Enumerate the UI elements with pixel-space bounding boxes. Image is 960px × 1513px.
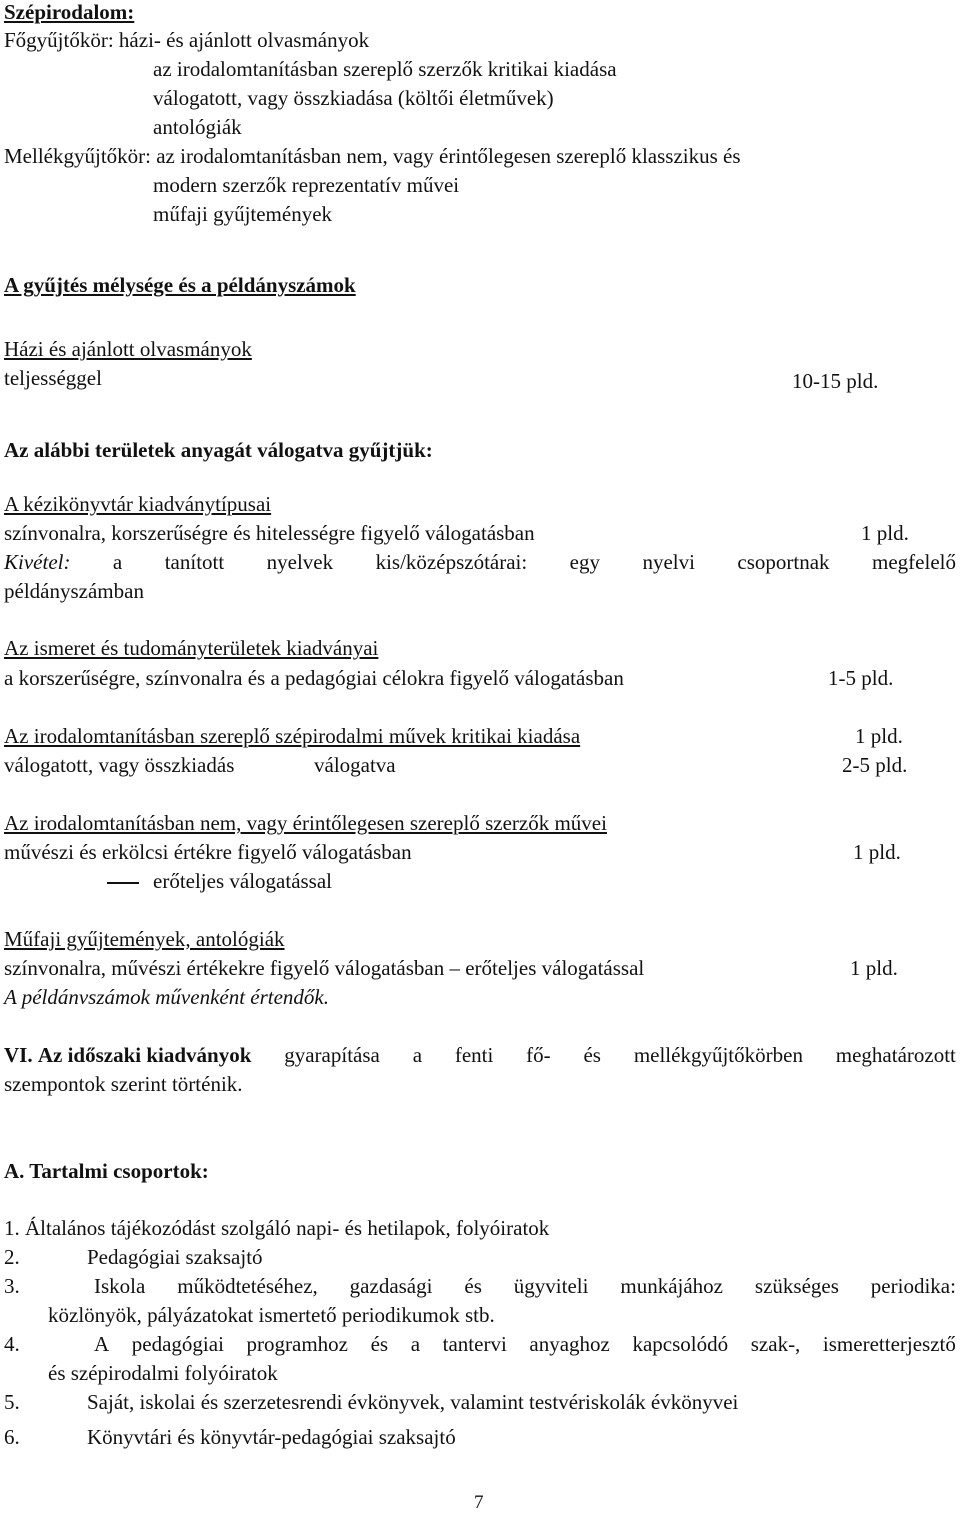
nem-title: Az irodalomtanításban nem, vagy érintőlegesen szereplő szerzők művei — [4, 811, 607, 835]
vi-word: és — [583, 1043, 601, 1067]
item4-word: a — [410, 1332, 421, 1356]
kezi-value: 1 pld. — [861, 521, 909, 545]
item3-word: működtetéséhez, — [177, 1274, 318, 1298]
tartalmi-item-3 — [94, 1274, 956, 1298]
vi-word: gyarapítása — [284, 1043, 380, 1067]
nem-sub: erőteljes válogatással — [153, 869, 333, 893]
ismeret-value: 1-5 pld. — [828, 666, 894, 690]
item4-word: ismeretterjesztő — [822, 1332, 956, 1356]
tartalmi-item-5: Saját, iskolai és szerzetesrendi évkönyvek, valamint testvériskolák évkönyvei — [87, 1390, 739, 1414]
item3-word: munkájához — [620, 1274, 723, 1298]
item4-word: és — [370, 1332, 389, 1356]
valogatott-mid: válogatva — [314, 753, 396, 777]
vi-word: mellékgyűjtőkörben — [633, 1043, 803, 1067]
kritikai-title: Az irodalomtanításban szereplő szépirodalmi művek kritikai kiadása — [4, 724, 581, 748]
vi-line2: szempontok szerint történik. — [4, 1072, 243, 1096]
tartalmi-item-2: Pedagógiai szaksajtó — [87, 1245, 263, 1269]
kivetel-line — [4, 550, 956, 574]
nem-label: művészi és erkölcsi értékre figyelő válogatásban — [4, 840, 412, 864]
dash-icon — [107, 882, 139, 884]
item4-word: anyaghoz — [529, 1332, 610, 1356]
vi-bold: Az időszaki kiadványok — [37, 1043, 252, 1067]
vi-lead — [4, 1043, 251, 1067]
tartalmi-item-3-num: 3. — [4, 1274, 20, 1298]
nem-value: 1 pld. — [853, 840, 901, 864]
item3-word: szükséges — [754, 1274, 839, 1298]
tartalmi-heading: A. Tartalmi csoportok: — [4, 1159, 209, 1183]
mufaji-label: színvonalra, művészi értékekre figyelő válogatásban – erőteljes válogatással — [4, 956, 645, 980]
kivetel-word: kis/középszótárai: — [375, 550, 528, 574]
kivetel-word: csoportnak — [737, 550, 830, 574]
mellekgyujtokor-line: Mellékgyűjtőkör: az irodalomtanításban nem, vagy érintőlegesen szereplő klasszikus és — [4, 144, 741, 168]
vi-word: meghatározott — [835, 1043, 956, 1067]
hazi-title: Házi és ajánlott olvasmányok — [4, 337, 252, 361]
ismeret-title: Az ismeret és tudományterületek kiadványai — [4, 636, 379, 660]
kivetel-word: nyelvi — [642, 550, 695, 574]
valogatott-label: válogatott, vagy összkiadás — [4, 753, 235, 777]
kivetel-word: tanított — [164, 550, 225, 574]
tartalmi-item-4 — [94, 1332, 956, 1356]
szepirodalom-heading: Szépirodalom: — [4, 0, 135, 24]
hazi-label: teljességgel — [4, 366, 102, 390]
item3-word: ügyviteli — [513, 1274, 589, 1298]
valogatva-heading: Az alábbi területek anyagát válogatva gyűjtjük: — [4, 438, 433, 462]
tartalmi-item-5-num: 5. — [4, 1390, 20, 1414]
nem-sub-line — [107, 869, 332, 893]
item4-word: programhoz — [246, 1332, 348, 1356]
tartalmi-item-2-num: 2. — [4, 1245, 20, 1269]
item3-word: gazdasági — [349, 1274, 433, 1298]
hazi-value: 10-15 pld. — [792, 369, 879, 393]
item4-word: A — [94, 1332, 110, 1356]
vi-word: fő- — [526, 1043, 551, 1067]
vi-word: a — [412, 1043, 423, 1067]
fogyujtokor-line: Főgyűjtőkör: házi- és ajánlott olvasmányok — [4, 28, 370, 52]
vi-word: fenti — [454, 1043, 494, 1067]
fo-item: az irodalomtanításban szereplő szerzők kritikai kiadása — [153, 57, 617, 81]
kivetel-word: nyelvek — [266, 550, 334, 574]
vi-line — [4, 1043, 956, 1067]
mufaji-title: Műfaji gyűjtemények, antológiák — [4, 927, 285, 951]
valogatott-value: 2-5 pld. — [842, 753, 908, 777]
peldany-note: A példánvszámok művenként értendők. — [4, 985, 330, 1009]
mellek-item: modern szerzők reprezentatív művei — [153, 173, 460, 197]
kivetel-word: Kivétel: — [4, 550, 71, 574]
item3-word: periodika: — [870, 1274, 956, 1298]
kivetel-word: megfelelő — [872, 550, 956, 574]
tartalmi-item-4-line2: és szépirodalmi folyóiratok — [48, 1361, 278, 1385]
item4-word: pedagógiai — [131, 1332, 224, 1356]
item4-word: tantervi — [442, 1332, 507, 1356]
kezi-label: színvonalra, korszerűségre és hitelességre figyelő válogatásban — [4, 521, 535, 545]
kezi-title: A kézikönyvtár kiadványtípusai — [4, 492, 272, 516]
fo-item: antológiák — [153, 115, 242, 139]
mellek-item: műfaji gyűjtemények — [153, 202, 333, 226]
kivetel-word: a — [112, 550, 123, 574]
vi-num: VI. — [4, 1043, 33, 1067]
fo-item: válogatott, vagy összkiadása (költői életművek) — [153, 86, 554, 110]
kivetel-line2: példányszámban — [4, 579, 144, 603]
tartalmi-item-4-num: 4. — [4, 1332, 20, 1356]
item4-word: szak-, — [750, 1332, 801, 1356]
tartalmi-item-1: 1. Általános tájékozódást szolgáló napi- és hetilapok, folyóiratok — [4, 1216, 550, 1240]
item3-word: Iskola — [94, 1274, 146, 1298]
kivetel-word: egy — [569, 550, 600, 574]
tartalmi-item-3-line2: közlönyök, pályázatokat ismertető periodikumok stb. — [48, 1303, 495, 1327]
mufaji-value: 1 pld. — [850, 956, 898, 980]
melyseg-heading: A gyűjtés mélysége és a példányszámok — [4, 273, 356, 297]
tartalmi-item-6-num: 6. — [4, 1425, 20, 1449]
item4-word: kapcsolódó — [632, 1332, 729, 1356]
kritikai-value: 1 pld. — [855, 724, 903, 748]
page-number: 7 — [474, 1492, 484, 1513]
ismeret-label: a korszerűségre, színvonalra és a pedagógiai célokra figyelő válogatásban — [4, 666, 624, 690]
tartalmi-item-6: Könyvtári és könyvtár-pedagógiai szaksajtó — [87, 1425, 456, 1449]
item3-word: és — [464, 1274, 482, 1298]
